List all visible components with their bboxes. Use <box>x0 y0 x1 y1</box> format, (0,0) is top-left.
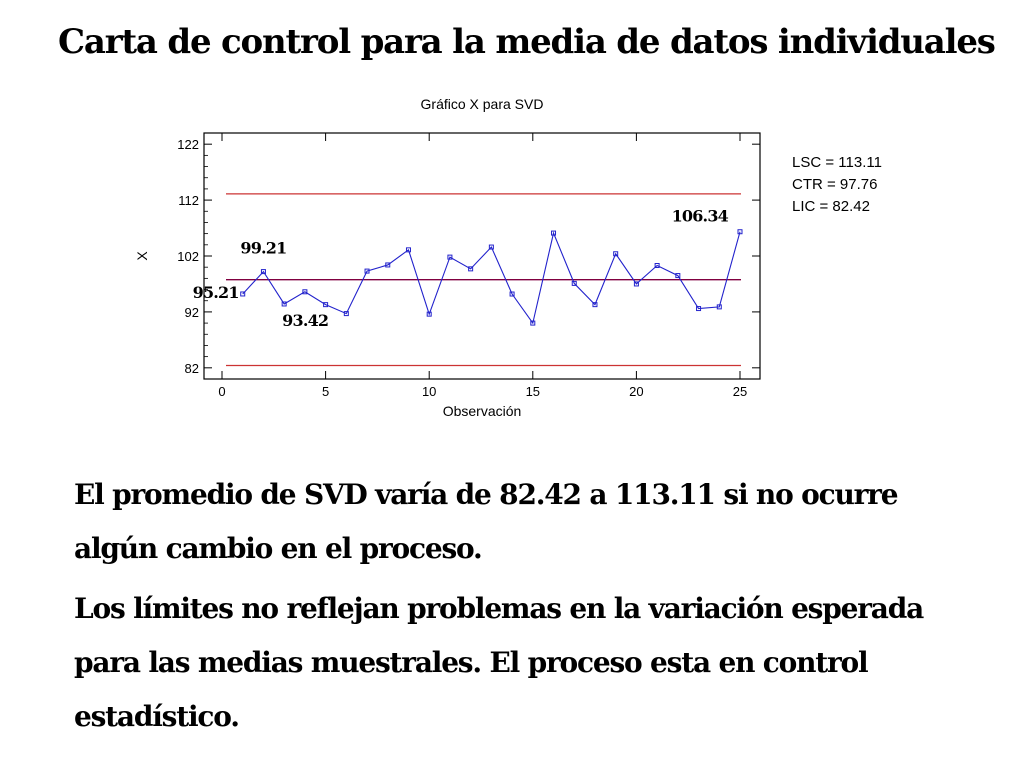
data-label: 95.21 <box>192 282 239 302</box>
chart-title: Gráfico X para SVD <box>420 96 544 112</box>
y-tick-label: 82 <box>184 360 199 376</box>
control-limits-legend <box>792 152 882 218</box>
x-axis-label: Observación <box>442 403 522 419</box>
conclusion-paragraph-2: Los límites no reflejan problemas en la variación esperada para las medias muestrales. El proceso esta en control estadístico. <box>74 592 924 733</box>
y-axis-label: X <box>134 251 150 261</box>
x-tick-label: 5 <box>321 384 330 399</box>
data-label: 106.34 <box>671 206 728 226</box>
slide-title: Carta de control para la media de datos individuales <box>58 22 995 62</box>
y-tick-label: 92 <box>184 304 199 320</box>
x-tick-label: 0 <box>218 384 226 399</box>
legend-lsc: LSC = 113.11 <box>792 154 882 171</box>
y-tick-label: 102 <box>177 249 199 264</box>
data-label: 99.21 <box>240 238 287 258</box>
x-tick-label: 25 <box>732 384 748 399</box>
data-label: 93.42 <box>282 310 329 330</box>
conclusion-paragraph-1: El promedio de SVD varía de 82.42 a 113.11 si no ocurre algún cambio en el proceso. <box>74 478 898 565</box>
y-tick-label: 122 <box>177 137 199 153</box>
legend-lic: LIC = 82.42 <box>792 198 870 215</box>
y-tick-label: 112 <box>178 193 199 209</box>
legend-ctr: CTR = 97.76 <box>792 176 878 193</box>
x-tick-label: 10 <box>421 384 437 399</box>
x-tick-label: 15 <box>525 384 541 399</box>
x-tick-label: 20 <box>629 384 644 399</box>
plot-frame <box>204 133 760 379</box>
